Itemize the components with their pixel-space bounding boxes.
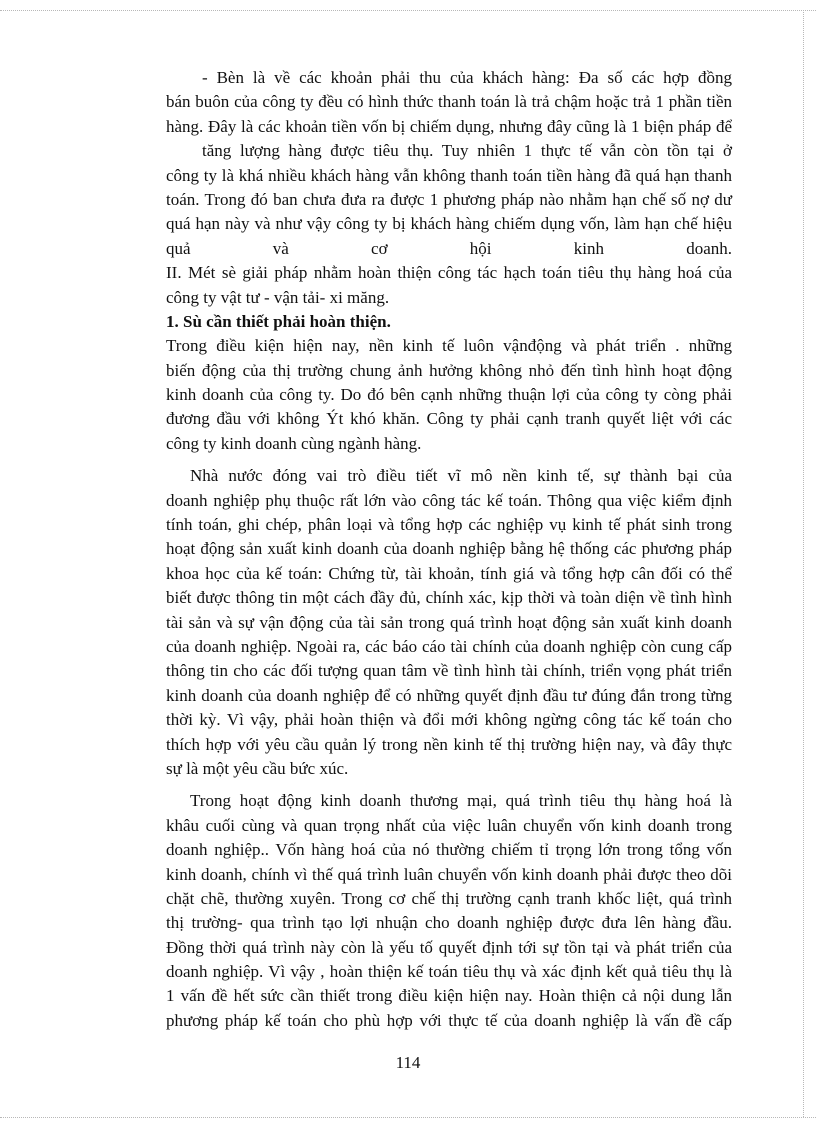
text-line: doanh nghiệp. Vì vậy , hoàn thiện kế toán tiêu thụ và xác định kết quả tiêu thụ là [166, 962, 732, 982]
text-line: sự là một yêu cầu bức xúc. [166, 758, 349, 778]
text-line: kinh doanh, chính vì thế quá trình luân chuyển vốn kinh doanh phải được theo dõi [166, 864, 732, 884]
text-line: thông tin cho các đối tượng quan tâm về tình hình tài chính, triển vọng phát triển [166, 661, 732, 681]
paragraph-gap [166, 456, 732, 464]
text-line: thời kỳ. Vì vậy, phải hoàn thiện và đổi mới không ngừng công tác kế toán cho [166, 710, 732, 730]
text-line: đương đầu với không Ýt khó khăn. Công ty phải cạnh tranh quyết liệt với các [166, 409, 732, 429]
text-line: của doanh nghiệp. Ngoài ra, các báo cáo tài chính của doanh nghiệp còn cung cấp [166, 636, 732, 656]
text-line: chặt chẽ, thường xuyên. Trong cơ chế thị trường cạnh tranh khốc liệt, quá trình [166, 888, 732, 908]
text-line: - Bèn là về các khoản phải thu của khách hàng: Đa số các hợp đồng [202, 68, 732, 87]
page-border-right [803, 10, 804, 1117]
page-border-bottom [0, 1117, 816, 1118]
text-line: khâu cuối cùng và quan trọng nhất của việc luân chuyển vốn kinh doanh trong [166, 815, 732, 835]
text-line: biết được thông tin một cách đầy đủ, chính xác, kịp thời và toàn diện về tình hình [166, 588, 732, 608]
text-line: phương pháp kế toán cho phù hợp với thực tế của doanh nghiệp là vấn đề cấp [166, 1010, 732, 1030]
text-line: Đồng thời quá trình này còn là yếu tố quyết định tới sự tồn tại và phát triển của [166, 937, 732, 957]
text-line: biến động của thị trường chung ảnh hưởng không nhỏ đến tình hình hoạt động [166, 360, 732, 380]
text-line: Nhà nước đóng vai trò điều tiết vĩ mô nền kinh tế, sự thành bại của [190, 466, 732, 486]
text-line: Trong điều kiện hiện nay, nền kinh tế luôn vậnđộng và phát triển . những [166, 336, 732, 356]
text-line: tính toán, ghi chép, phân loại và tổng hợp các nghiệp vụ kinh tế phát sinh trong [166, 515, 732, 535]
text-line: 1 vấn đề hết sức cần thiết trong điều kiện hiện nay. Hoàn thiện cả nội dung lẫn [166, 986, 732, 1006]
text-line: tăng lượng hàng được tiêu thụ. Tuy nhiên 1 thực tế vẫn còn tồn tại ở [202, 141, 732, 161]
text-line: doanh nghiệp.. Vốn hàng hoá của nó thường chiếm tỉ trọng lớn trong tổng vốn [166, 840, 732, 860]
text-line: hoạt động sản xuất kinh doanh của doanh nghiệp bằng hệ thống các phương pháp [166, 539, 732, 559]
body-text [166, 66, 732, 1033]
text-line: hàng. Đây là các khoản tiền vốn bị chiếm dụng, nhưng đây cũng là 1 biện pháp để [166, 116, 732, 136]
text-line: quá hạn này và như vậy công ty bị khách hàng chiếm dụng vốn, làm hạn chế hiệu [166, 214, 732, 234]
text-line: công ty kinh doanh cùng ngành hàng. [166, 433, 422, 453]
paragraph-gap [166, 781, 732, 789]
page-number: 114 [395, 1053, 421, 1072]
text-line: kinh doanh của doanh nghiệp để có những quyết định đầu tư đúng đắn trong từng [166, 685, 732, 705]
text-line: toán. Trong đó ban chưa đưa ra được 1 phương pháp nào nhằm hạn chế số nợ dư [166, 189, 732, 209]
text-line: bán buôn của công ty đều có hình thức thanh toán là trả chậm hoặc trả 1 phần tiền [166, 92, 732, 112]
text-line: công ty là khá nhiều khách hàng vẫn không thanh toán tiền hàng đã quá hạn thanh [166, 165, 732, 185]
text-line: doanh nghiệp phụ thuộc rất lớn vào công tác kế toán. Thông qua việc kiểm định [166, 490, 732, 510]
text-line: II. Mét sè giải pháp nhằm hoàn thiện công tác hạch toán tiêu thụ hàng hoá của [166, 263, 732, 283]
text-line: thị trường- qua trình tạo lợi nhuận cho doanh nghiệp được đưa lên hàng đầu. [166, 913, 732, 933]
section-heading: 1. Sù cần thiết phải hoàn thiện. [166, 311, 391, 331]
text-line: kinh doanh của công ty. Do đó bên cạnh những thuận lợi của công ty còng phải [166, 385, 732, 405]
page-border-top [0, 10, 816, 11]
text-line: khoa học của kế toán: Chứng từ, tài khoản, tính giá và tổng hợp cân đối có thể [166, 563, 732, 583]
text-line: công ty vật tư - vận tải- xi măng. [166, 287, 390, 307]
text-line: thích hợp với yêu cầu quản lý trong nền kinh tế thị trường hiện nay, và đây thực [166, 734, 732, 754]
text-line: tài sản và sự vận động của tài sản trong quá trình hoạt động sản xuất kinh doanh [166, 612, 732, 632]
text-line: Trong hoạt động kinh doanh thương mại, quá trình tiêu thụ hàng hoá là [190, 791, 732, 811]
text-line: quả và cơ hội kinh doanh. [166, 238, 732, 258]
